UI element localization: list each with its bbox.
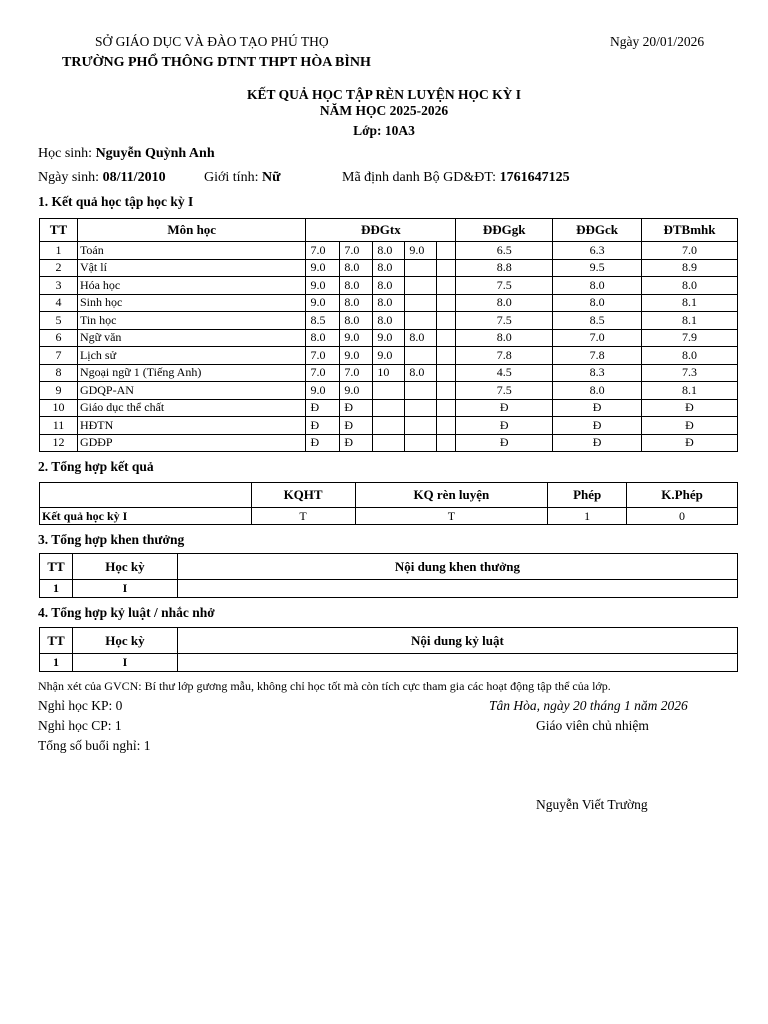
grade-tx-score <box>437 417 456 435</box>
grade-tx-score: 8.0 <box>373 259 405 277</box>
class-name: Lớp: 10A3 <box>353 123 415 138</box>
grade-tx-score <box>405 434 437 452</box>
grade-gk: 7.5 <box>456 382 553 400</box>
grade-tx-score <box>437 277 456 295</box>
grade-tx-score: 8.0 <box>340 312 373 330</box>
grade-gk: Đ <box>456 399 553 417</box>
grade-tx-score <box>405 277 437 295</box>
grade-tt: 8 <box>40 364 78 382</box>
grade-tx-score: Đ <box>340 399 373 417</box>
summary-kphep: 0 <box>627 508 738 525</box>
grade-tb: Đ <box>642 417 738 435</box>
grade-tx-score: Đ <box>306 434 340 452</box>
summary-col-phep: Phép <box>548 483 627 508</box>
discipline-table <box>39 627 738 672</box>
discipline-tt: 1 <box>40 654 73 672</box>
grade-tx-score <box>373 399 405 417</box>
grade-subject: HĐTN <box>77 417 306 435</box>
grade-tx-score: 8.0 <box>340 277 373 295</box>
awards-row <box>40 580 738 598</box>
awards-header-row <box>40 554 738 580</box>
total-absent: Tổng số buổi nghỉ: 1 <box>38 738 151 753</box>
grade-gk: 7.5 <box>456 312 553 330</box>
grade-tx-score <box>405 417 437 435</box>
grade-subject: Lịch sử <box>77 347 306 365</box>
grade-tx-score <box>405 312 437 330</box>
grade-subject: GDĐP <box>77 434 306 452</box>
student-id-label: Mã định danh Bộ GD&ĐT: <box>342 170 497 185</box>
grade-row <box>40 347 738 365</box>
grade-tx-score <box>405 294 437 312</box>
section4-title: 4. Tổng hợp kỷ luật / nhắc nhở <box>38 605 215 620</box>
grade-ck: 8.3 <box>553 364 642 382</box>
grade-tx-score: 7.0 <box>340 242 373 260</box>
grade-tx-score <box>437 347 456 365</box>
report-title: KẾT QUẢ HỌC TẬP RÈN LUYỆN HỌC KỲ I <box>246 87 522 102</box>
grade-gk: Đ <box>456 417 553 435</box>
section2-title: 2. Tổng hợp kết quả <box>38 459 154 474</box>
summary-row <box>40 508 738 525</box>
grade-tb: Đ <box>642 399 738 417</box>
teacher-comment: Nhận xét của GVCN: Bí thư lớp gương mẫu, không chỉ học tốt mà còn tích cực tham gia các hoạt động tập thể của lớp. <box>38 679 611 693</box>
grade-ck: 7.0 <box>553 329 642 347</box>
grade-gk: 8.0 <box>456 329 553 347</box>
grades-header-row <box>40 219 738 242</box>
grade-subject: Ngữ văn <box>77 329 306 347</box>
grade-tx-score: 9.0 <box>306 382 340 400</box>
grade-tx-score: 7.0 <box>340 364 373 382</box>
grade-subject: Hóa học <box>77 277 306 295</box>
grade-tx-score: 8.0 <box>373 294 405 312</box>
grade-tb: 8.9 <box>642 259 738 277</box>
grade-tx-score <box>405 382 437 400</box>
grade-subject: GDQP-AN <box>77 382 306 400</box>
gender-label: Giới tính: <box>204 170 259 185</box>
grade-tx-score: 7.0 <box>306 242 340 260</box>
discipline-col-term: Học kỳ <box>72 628 177 654</box>
grade-tx-score <box>373 417 405 435</box>
grade-row <box>40 364 738 382</box>
grade-tt: 9 <box>40 382 78 400</box>
grade-row <box>40 312 738 330</box>
grade-tx-score: Đ <box>340 417 373 435</box>
absent-kp: Nghỉ học KP: 0 <box>38 698 123 713</box>
grade-tx-score: 8.0 <box>340 294 373 312</box>
grade-tx-score <box>373 382 405 400</box>
gender-value: Nữ <box>261 170 281 185</box>
grade-tt: 12 <box>40 434 78 452</box>
grade-tx-score: 8.0 <box>373 242 405 260</box>
grade-tt: 5 <box>40 312 78 330</box>
grade-tb: 8.0 <box>642 347 738 365</box>
awards-col-term: Học kỳ <box>72 554 177 580</box>
grade-tb: Đ <box>642 434 738 452</box>
summary-kqht: T <box>251 508 355 525</box>
grade-gk: 7.8 <box>456 347 553 365</box>
grade-tb: 8.0 <box>642 277 738 295</box>
grade-tt: 3 <box>40 277 78 295</box>
grade-subject: Vật lí <box>77 259 306 277</box>
grade-ck: 9.5 <box>553 259 642 277</box>
grade-tx-score: 8.0 <box>340 259 373 277</box>
col-dtbmhk: ĐTBmhk <box>642 219 738 242</box>
summary-row-label: Kết quả học kỳ I <box>40 508 252 525</box>
discipline-col-content: Nội dung kỷ luật <box>177 628 737 654</box>
awards-col-tt: TT <box>40 554 73 580</box>
grade-row <box>40 329 738 347</box>
grade-tx-score: 10 <box>373 364 405 382</box>
grade-ck: 8.0 <box>553 294 642 312</box>
grade-ck: Đ <box>553 434 642 452</box>
col-subject: Môn học <box>77 219 306 242</box>
grade-tt: 1 <box>40 242 78 260</box>
grade-gk: 7.5 <box>456 277 553 295</box>
grade-gk: 8.8 <box>456 259 553 277</box>
grade-row <box>40 277 738 295</box>
summary-col-kqht: KQHT <box>251 483 355 508</box>
grade-tb: 7.0 <box>642 242 738 260</box>
grade-ck: Đ <box>553 417 642 435</box>
grade-tx-score: 9.0 <box>306 277 340 295</box>
summary-header-row <box>40 483 738 508</box>
awards-content <box>177 580 737 598</box>
grade-tt: 7 <box>40 347 78 365</box>
grade-tx-score: 9.0 <box>405 242 437 260</box>
grade-gk: Đ <box>456 434 553 452</box>
summary-col-kphep: K.Phép <box>627 483 738 508</box>
grade-tx-score: 8.0 <box>306 329 340 347</box>
awards-term: I <box>72 580 177 598</box>
grade-tx-score: 9.0 <box>306 294 340 312</box>
grade-tt: 2 <box>40 259 78 277</box>
discipline-header-row <box>40 628 738 654</box>
student-name: Nguyễn Quỳnh Anh <box>95 146 215 161</box>
grade-subject: Tin học <box>77 312 306 330</box>
col-ddgtx: ĐĐGtx <box>306 219 456 242</box>
grade-tx-score <box>437 259 456 277</box>
signer-name: Nguyễn Viết Trường <box>536 797 648 812</box>
grade-tx-score: 8.5 <box>306 312 340 330</box>
school-year: NĂM HỌC 2025-2026 <box>319 103 449 118</box>
dob-value: 08/11/2010 <box>102 170 166 185</box>
grade-gk: 4.5 <box>456 364 553 382</box>
grade-tb: 8.1 <box>642 312 738 330</box>
grade-tx-score: Đ <box>306 417 340 435</box>
grade-tx-score <box>437 329 456 347</box>
summary-phep: 1 <box>548 508 627 525</box>
place-date: Tân Hòa, ngày 20 tháng 1 năm 2026 <box>489 698 688 713</box>
summary-kqrl: T <box>355 508 548 525</box>
absent-cp: Nghỉ học CP: 1 <box>38 718 122 733</box>
awards-col-content: Nội dung khen thưởng <box>177 554 737 580</box>
student-id-line <box>342 170 570 186</box>
discipline-row <box>40 654 738 672</box>
department-name: SỞ GIÁO DỤC VÀ ĐÀO TẠO PHÚ THỌ <box>95 34 329 49</box>
grade-tt: 6 <box>40 329 78 347</box>
grade-row <box>40 259 738 277</box>
student-id-value: 1761647125 <box>499 170 570 185</box>
section1-title: 1. Kết quả học tập học kỳ I <box>38 194 194 209</box>
student-name-line <box>38 146 215 162</box>
grade-gk: 6.5 <box>456 242 553 260</box>
grade-row <box>40 294 738 312</box>
grade-tx-score: 7.0 <box>306 364 340 382</box>
grade-tx-score <box>437 399 456 417</box>
grade-tx-score <box>373 434 405 452</box>
grade-gk: 8.0 <box>456 294 553 312</box>
discipline-col-tt: TT <box>40 628 73 654</box>
col-ddgck: ĐĐGck <box>553 219 642 242</box>
grade-tx-score: Đ <box>340 434 373 452</box>
grade-row <box>40 417 738 435</box>
grade-ck: 8.0 <box>553 382 642 400</box>
grade-row <box>40 242 738 260</box>
grade-tb: 7.3 <box>642 364 738 382</box>
grade-tx-score: 8.0 <box>373 277 405 295</box>
grade-tx-score <box>437 434 456 452</box>
grade-tb: 8.1 <box>642 294 738 312</box>
dob-label: Ngày sinh: <box>38 170 100 185</box>
grade-tb: 8.1 <box>642 382 738 400</box>
awards-tt: 1 <box>40 580 73 598</box>
grade-ck: 8.0 <box>553 277 642 295</box>
grade-tx-score <box>437 312 456 330</box>
grade-tx-score <box>437 242 456 260</box>
grade-subject: Ngoại ngữ 1 (Tiếng Anh) <box>77 364 306 382</box>
school-name: TRƯỜNG PHỔ THÔNG DTNT THPT HÒA BÌNH <box>62 55 371 70</box>
grade-tx-score: 7.0 <box>306 347 340 365</box>
grade-row <box>40 434 738 452</box>
col-ddggk: ĐĐGgk <box>456 219 553 242</box>
grade-tx-score <box>405 399 437 417</box>
grade-tb: 7.9 <box>642 329 738 347</box>
grade-tx-score: 9.0 <box>373 347 405 365</box>
grades-table <box>39 218 738 452</box>
grade-ck: 6.3 <box>553 242 642 260</box>
grade-subject: Sinh học <box>77 294 306 312</box>
signer-title: Giáo viên chủ nhiệm <box>536 718 649 733</box>
section3-title: 3. Tổng hợp khen thưởng <box>38 532 185 547</box>
grade-tt: 11 <box>40 417 78 435</box>
report-date: Ngày 20/01/2026 <box>610 34 705 49</box>
grade-tx-score: 8.0 <box>405 329 437 347</box>
grade-subject: Giáo dục thể chất <box>77 399 306 417</box>
grade-row <box>40 382 738 400</box>
col-tt: TT <box>40 219 78 242</box>
grade-tx-score <box>437 294 456 312</box>
discipline-content <box>177 654 737 672</box>
grade-tx-score <box>405 259 437 277</box>
grade-tx-score: 9.0 <box>340 347 373 365</box>
gender-line <box>204 170 280 186</box>
grade-ck: Đ <box>553 399 642 417</box>
grade-tx-score <box>405 347 437 365</box>
grade-ck: 8.5 <box>553 312 642 330</box>
grade-row <box>40 399 738 417</box>
grade-tx-score: 9.0 <box>306 259 340 277</box>
grade-tt: 4 <box>40 294 78 312</box>
grade-tx-score: 9.0 <box>373 329 405 347</box>
grade-tt: 10 <box>40 399 78 417</box>
grade-tx-score: 9.0 <box>340 382 373 400</box>
grade-tx-score: 9.0 <box>340 329 373 347</box>
summary-col-kqrl: KQ rèn luyện <box>355 483 548 508</box>
dob-line <box>38 170 166 186</box>
discipline-term: I <box>72 654 177 672</box>
grade-tx-score <box>437 382 456 400</box>
grade-tx-score: 8.0 <box>373 312 405 330</box>
summary-table <box>39 482 738 525</box>
grade-tx-score <box>437 364 456 382</box>
grade-ck: 7.8 <box>553 347 642 365</box>
summary-col-blank <box>40 483 252 508</box>
student-name-label: Học sinh: <box>38 146 93 161</box>
awards-table <box>39 553 738 598</box>
grade-subject: Toán <box>77 242 306 260</box>
grade-tx-score: 8.0 <box>405 364 437 382</box>
grade-tx-score: Đ <box>306 399 340 417</box>
